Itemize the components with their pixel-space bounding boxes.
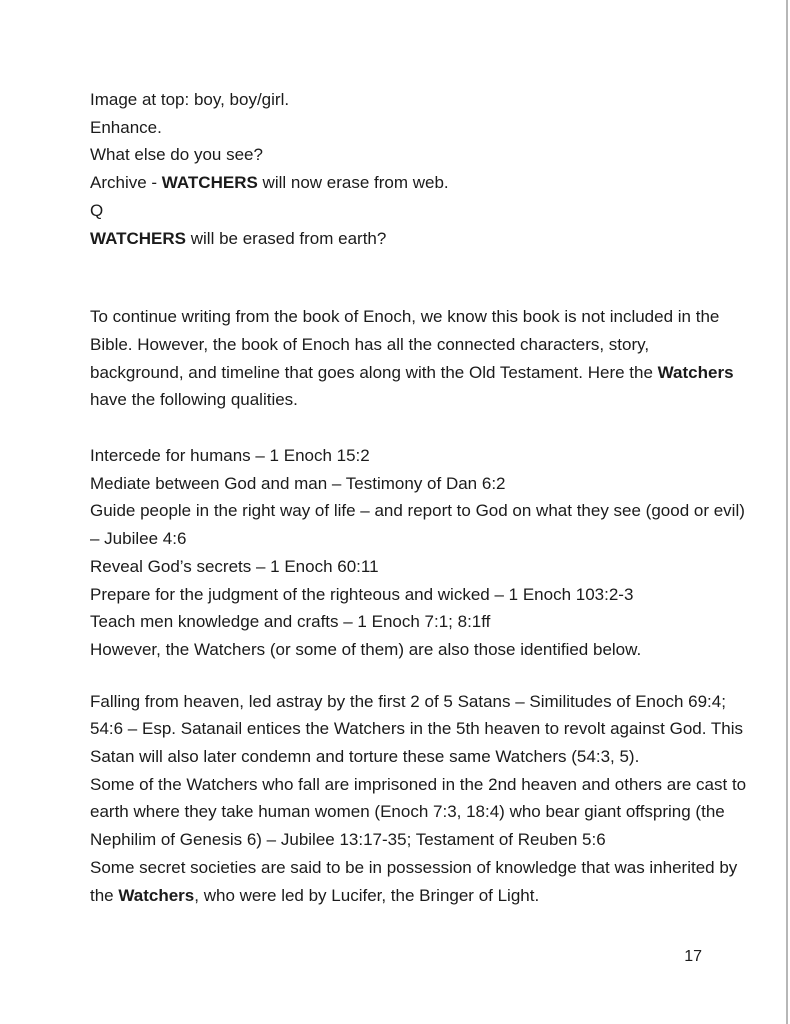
text-line [90, 386, 702, 414]
text-line [90, 359, 734, 387]
text-line [90, 826, 702, 854]
bold-text-segment: Watchers [657, 362, 734, 382]
text-segment: 54:6 – Esp. Satanail entices the Watchers in the 5th heaven to revolt against God. This [90, 719, 743, 739]
text-segment: the [90, 885, 119, 905]
text-segment: Guide people in the right way of life – and report to God on what they see (good or evil) [90, 501, 745, 521]
text-segment: Satan will also later condemn and torture these same Watchers (54:3, 5). [90, 747, 640, 767]
text-segment: What else do you see? [90, 145, 263, 165]
text-line [90, 331, 702, 359]
text-segment: Image at top: boy, boy/girl. [90, 90, 290, 109]
paragraph-block-enoch-intro [90, 303, 734, 414]
text-line [90, 86, 702, 114]
text-line [90, 553, 702, 581]
text-line [90, 771, 747, 799]
bold-text-segment: WATCHERS [90, 228, 187, 248]
paragraph-block-fallen-watchers [90, 688, 747, 910]
paragraph-block-questions [90, 86, 702, 252]
text-line [90, 636, 702, 664]
text-segment: To continue writing from the book of Enoch, we know this book is not included in the [90, 307, 720, 327]
text-line [90, 114, 702, 142]
text-segment: Nephilim of Genesis 6) – Jubilee 13:17-35; Testament of Reuben 5:6 [90, 830, 606, 850]
text-segment: , who were led by Lucifer, the Bringer of Light. [194, 885, 540, 905]
text-line [90, 303, 720, 331]
text-line [90, 141, 702, 169]
text-segment: – Jubilee 4:6 [90, 529, 187, 549]
text-segment: background, and timeline that goes along with the Old Testament. Here the [90, 362, 658, 382]
text-segment: Archive - [90, 173, 162, 193]
text-line [90, 882, 702, 910]
text-line [90, 225, 702, 253]
text-line [90, 688, 726, 716]
text-segment: will be erased from earth? [186, 228, 387, 248]
text-segment: Some secret societies are said to be in possession of knowledge that was inherited by [90, 857, 738, 877]
text-segment: Some of the Watchers who fall are imprisoned in the 2nd heaven and others are cast to [90, 774, 747, 794]
text-segment: have the following qualities. [90, 390, 298, 410]
text-line [90, 470, 702, 498]
text-segment: will now erase from web. [257, 173, 449, 193]
page-edge-line [786, 0, 788, 1024]
text-segment: Falling from heaven, led astray by the first 2 of 5 Satans – Similitudes of Enoch 69:4; [90, 691, 726, 711]
text-line [90, 497, 745, 525]
bold-text-segment: Watchers [118, 885, 195, 905]
text-segment: Bible. However, the book of Enoch has all the connected characters, story, [90, 334, 650, 354]
text-segment: However, the Watchers (or some of them) are also those identified below. [90, 639, 642, 659]
text-line [90, 442, 702, 470]
text-line [90, 608, 702, 636]
text-line [90, 169, 702, 197]
text-segment: Reveal God’s secrets – 1 Enoch 60:11 [90, 556, 379, 576]
text-line [90, 581, 702, 609]
text-segment: Teach men knowledge and crafts – 1 Enoch 7:1; 8:1ff [90, 612, 491, 632]
text-segment: Prepare for the judgment of the righteous and wicked – 1 Enoch 103:2-3 [90, 584, 634, 604]
text-segment: earth where they take human women (Enoch 7:3, 18:4) who bear giant offspring (the [90, 802, 725, 822]
text-line [90, 854, 738, 882]
text-segment: Intercede for humans – 1 Enoch 15:2 [90, 446, 370, 466]
text-line [90, 743, 702, 771]
text-segment: Mediate between God and man – Testimony of Dan 6:2 [90, 473, 506, 493]
bold-text-segment: WATCHERS [161, 173, 258, 193]
text-line [90, 798, 725, 826]
paragraph-block-watcher-qualities [90, 442, 745, 664]
text-line [90, 525, 702, 553]
text-segment: Q [90, 200, 104, 220]
text-line [90, 715, 743, 743]
text-segment: Enhance. [90, 117, 162, 137]
page-number: 17 [684, 948, 702, 966]
text-line [90, 197, 702, 225]
